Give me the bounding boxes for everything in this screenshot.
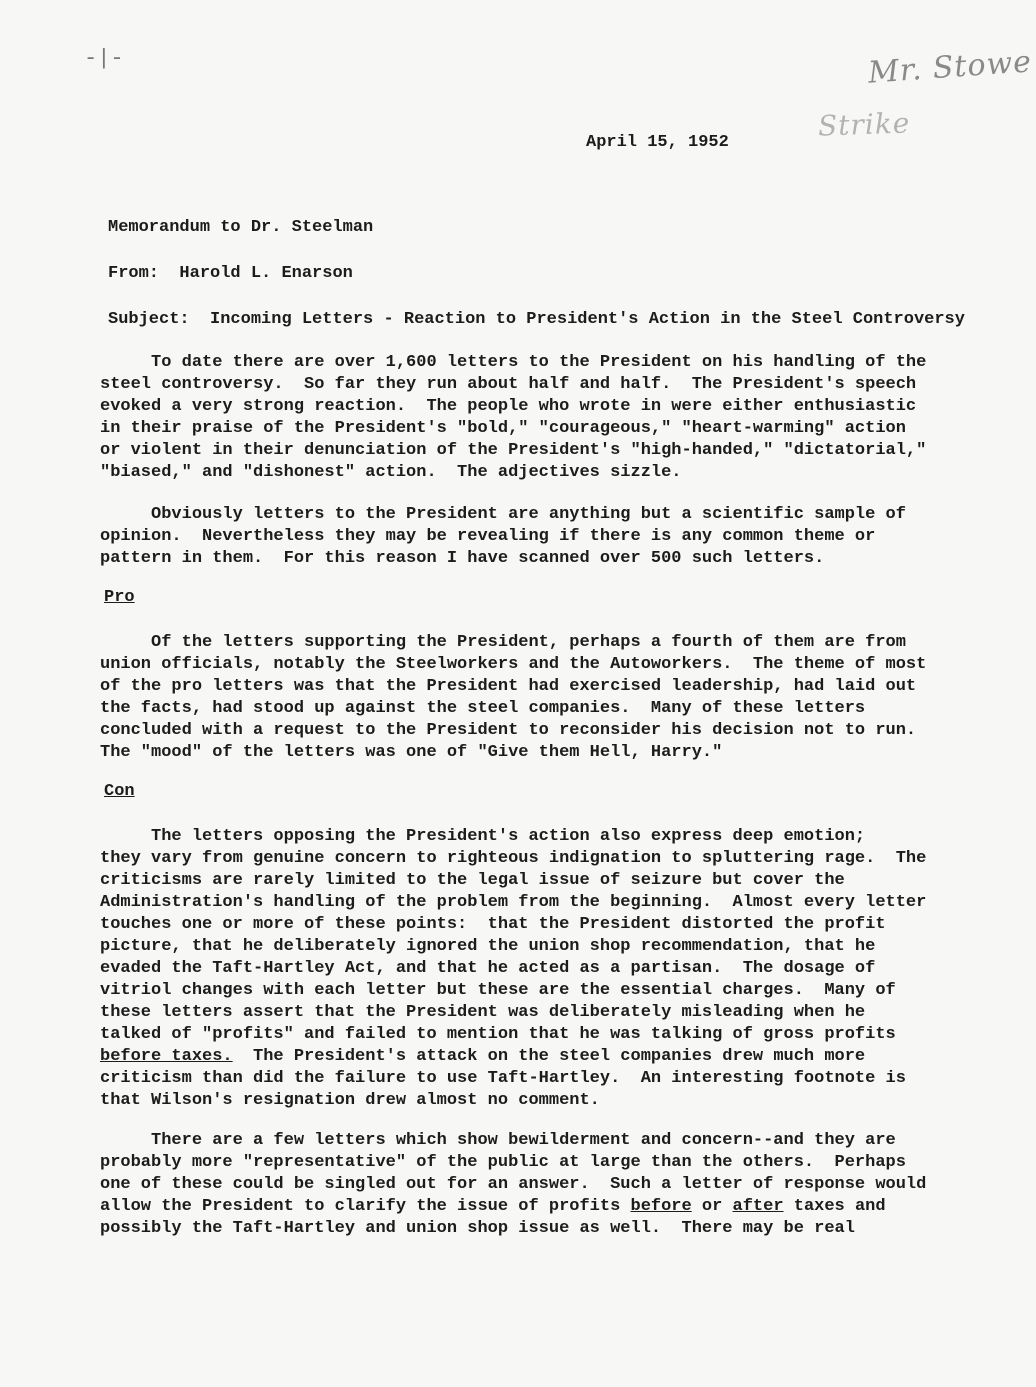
- paragraph-sample: [100, 504, 980, 570]
- paragraph-line: touches one or more of these points: that the President distorted the profit: [100, 915, 886, 934]
- corner-mark: -|-: [84, 46, 124, 71]
- paragraph-line: To date there are over 1,600 letters to the President on his handling of the: [100, 353, 927, 372]
- paragraph-line: The "mood" of the letters was one of "Give them Hell, Harry.": [100, 743, 723, 762]
- subject-label: Subject:: [108, 310, 190, 329]
- paragraph-line: There are a few letters which show bewilderment and concern--and they are: [100, 1131, 896, 1150]
- paragraph-line: possibly the Taft-Hartley and union shop issue as well. There may be real: [100, 1219, 855, 1238]
- from-label: From:: [108, 264, 160, 283]
- paragraph-line: The letters opposing the President's action also express deep emotion;: [100, 827, 866, 846]
- memo-subject: [108, 310, 965, 329]
- paragraph-line: these letters assert that the President was deliberately misleading when he: [100, 1003, 866, 1022]
- con-heading: Con: [104, 782, 135, 801]
- subject-text: Incoming Letters - Reaction to President's Action in the Steel Controversy: [210, 310, 965, 329]
- paragraph-line: of the pro letters was that the President had exercised leadership, had laid out: [100, 677, 917, 696]
- handwritten-note: Strike: [817, 106, 911, 143]
- memo-from: [108, 264, 353, 283]
- paragraph-line: talked of "profits" and failed to mention that he was talking of gross profits: [100, 1025, 896, 1044]
- paragraph-line: picture, that he deliberately ignored the union shop recommendation, that he: [100, 937, 876, 956]
- paragraph-line: concluded with a request to the President to reconsider his decision not to run.: [100, 721, 917, 740]
- paragraph-line: one of these could be singled out for an answer. Such a letter of response would: [100, 1175, 927, 1194]
- paragraph-line: Of the letters supporting the President, perhaps a fourth of them are from: [100, 633, 906, 652]
- paragraph-line: probably more "representative" of the public at large than the others. Perhaps: [100, 1153, 906, 1172]
- paragraph-line: [100, 1046, 980, 1068]
- paragraph-line: criticism than did the failure to use Taft-Hartley. An interesting footnote is: [100, 1069, 906, 1088]
- paragraph-line: criticisms are rarely limited to the legal issue of seizure but cover the: [100, 871, 845, 890]
- underlined-before-taxes: before taxes.: [100, 1047, 233, 1066]
- paragraph-line: Obviously letters to the President are anything but a scientific sample of: [100, 505, 906, 524]
- paragraph-con: [100, 826, 980, 1112]
- paragraph-line: the facts, had stood up against the steel companies. Many of these letters: [100, 699, 866, 718]
- paragraph-line: evoked a very strong reaction. The people who wrote in were either enthusiastic: [100, 397, 917, 416]
- handwritten-name: Mr. Stowe: [866, 44, 1033, 91]
- paragraph-intro: [100, 352, 980, 484]
- underlined-before: before: [630, 1197, 692, 1216]
- paragraph-line: [100, 1196, 980, 1218]
- from-name: Harold L. Enarson: [179, 264, 353, 283]
- paragraph-line: pattern in them. For this reason I have scanned over 500 such letters.: [100, 549, 825, 568]
- paragraph-line: Administration's handling of the problem from the beginning. Almost every letter: [100, 893, 927, 912]
- pro-heading: Pro: [104, 588, 135, 607]
- paragraph-line: opinion. Nevertheless they may be revealing if there is any common theme or: [100, 527, 876, 546]
- paragraph-line: in their praise of the President's "bold," "courageous," "heart-warming" action: [100, 419, 906, 438]
- paragraph-line: evaded the Taft-Hartley Act, and that he acted as a partisan. The dosage of: [100, 959, 876, 978]
- line-segment: or: [691, 1197, 733, 1216]
- underlined-after: after: [732, 1197, 784, 1216]
- paragraph-line: they vary from genuine concern to righteous indignation to spluttering rage. The: [100, 849, 927, 868]
- paragraph-line: or violent in their denunciation of the President's "high-handed," "dictatorial,": [100, 441, 927, 460]
- paragraph-pro: [100, 632, 980, 764]
- line-segment: taxes and: [783, 1197, 886, 1216]
- line-continuation: The President's attack on the steel companies drew much more: [232, 1047, 866, 1066]
- memo-date: April 15, 1952: [586, 133, 729, 152]
- paragraph-line: vitriol changes with each letter but these are the essential charges. Many of: [100, 981, 896, 1000]
- memo-recipient: Memorandum to Dr. Steelman: [108, 218, 374, 237]
- paragraph-conclusion: [100, 1130, 980, 1240]
- line-segment: allow the President to clarify the issue of profits: [100, 1197, 631, 1216]
- paragraph-line: steel controversy. So far they run about half and half. The President's speech: [100, 375, 917, 394]
- paragraph-line: union officials, notably the Steelworkers and the Autoworkers. The theme of most: [100, 655, 927, 674]
- paragraph-line: that Wilson's resignation drew almost no comment.: [100, 1091, 600, 1110]
- paragraph-line: "biased," and "dishonest" action. The adjectives sizzle.: [100, 463, 682, 482]
